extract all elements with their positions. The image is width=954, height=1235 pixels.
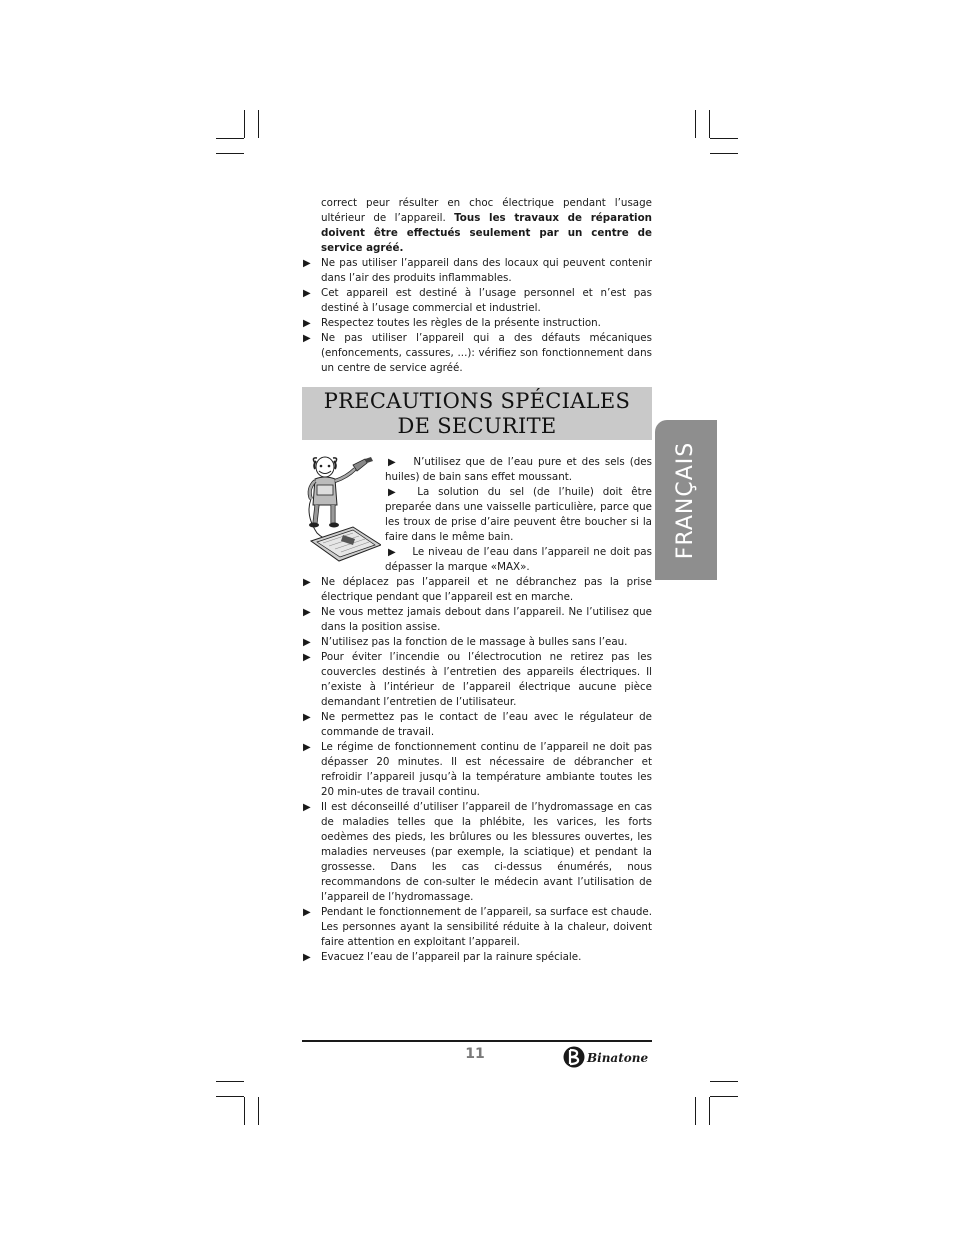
crop-mark xyxy=(695,1097,696,1125)
bullet-arrow-icon: ▶ xyxy=(303,318,311,329)
crop-mark xyxy=(258,1097,259,1125)
brand-name: Binatone xyxy=(587,1051,649,1065)
bullet-arrow-icon: ▶ xyxy=(303,288,311,299)
language-tab-label: FRANÇAIS xyxy=(673,441,699,559)
section-heading xyxy=(302,387,652,440)
bullet-arrow-icon: ▶ xyxy=(303,333,311,344)
bullet-arrow-icon: ▶ xyxy=(303,607,311,618)
list-item: ▶ Pendant le fonctionnement de l’appareil, sa surface est chaude. Les personnes ayant la sensibilité réduite à la chaleur, doivent faire attention en exploitant l’appareil. xyxy=(303,906,652,948)
inline-item: ▶ N’utilisez que de l’eau pure et des sels (des huiles) de bain sans effet moussant. xyxy=(385,456,652,483)
crop-mark xyxy=(216,153,244,154)
list-item: ▶ Pour éviter l’incendie ou l’électrocution ne retirez pas les couvercles destinés à l’entretien des appareils électriques. Il n’existe à l’intérieur de l’appareil électrique aucune pièce demandant l’entretien de l’utilisateur. xyxy=(303,651,652,708)
list-item: ▶ Ne pas utiliser l’appareil dans des locaux qui peuvent contenir dans l’air des produits inflammables. xyxy=(303,257,652,284)
repairman-illustration-icon xyxy=(303,455,381,563)
list-item: ▶ Evacuez l’eau de l’appareil par la rainure spéciale. xyxy=(303,951,582,963)
crop-mark xyxy=(695,110,696,138)
crop-mark xyxy=(710,1081,738,1082)
bullet-arrow-icon: ▶ xyxy=(303,637,311,648)
bullet-arrow-icon: ▶ xyxy=(303,907,311,918)
crop-mark xyxy=(216,138,244,139)
bullet-arrow-icon: ▶ xyxy=(303,577,311,588)
list-item: ▶ Ne pas utiliser l’appareil qui a des défauts mécaniques (enfoncements, cassures, ...): vérifiez son fonctionnement dans un centre de service agréé. xyxy=(303,332,652,374)
intro-paragraph xyxy=(303,196,652,256)
heading-line-2: DE SECURITE xyxy=(397,414,557,438)
bullet-arrow-icon: ▶ xyxy=(303,802,311,813)
crop-mark xyxy=(710,1096,738,1097)
precautions-section xyxy=(303,455,652,965)
crop-mark xyxy=(216,1081,244,1082)
page-number: 11 xyxy=(465,1046,485,1062)
intro-bold-text: Tous les travaux de réparation doivent être effectués seulement par un centre de service agréé. xyxy=(321,212,652,254)
crop-mark xyxy=(216,1096,244,1097)
list-item: ▶ Cet appareil est destiné à l’usage personnel et n’est pas destiné à l’usage commercial et industriel. xyxy=(303,287,652,314)
bullet-arrow-icon: ▶ xyxy=(303,742,311,753)
crop-mark xyxy=(258,110,259,138)
inline-item: ▶ La solution du sel (de l’huile) doit être preparée dans une vaisselle particulière, parce que les troux de prise d’aire peuvent être boucher si la faire dans le même bain. xyxy=(385,486,652,543)
crop-mark xyxy=(710,153,738,154)
binatone-logo-icon xyxy=(563,1045,655,1069)
list-item: ▶ Ne permettez pas le contact de l’eau avec le régulateur de commande de travail. xyxy=(303,711,652,738)
crop-mark xyxy=(709,110,710,138)
list-item: ▶ Ne vous mettez jamais debout dans l’appareil. Ne l’utilisez que dans la position assise. xyxy=(303,606,652,633)
bullet-arrow-icon: ▶ xyxy=(303,258,311,269)
crop-mark xyxy=(244,110,245,138)
bullet-arrow-icon: ▶ xyxy=(303,952,311,963)
crop-mark xyxy=(709,1097,710,1125)
heading-line-1: PRECAUTIONS SPÉCIALES xyxy=(323,389,631,413)
list-item: ▶ N’utilisez pas la fonction de le massage à bulles sans l’eau. xyxy=(303,636,628,648)
list-item: ▶ Le régime de fonctionnement continu de l’appareil ne doit pas dépasser 20 minutes. Il est nécessaire de débrancher et refroidir l’appareil jusqu’à la température ambiante toutes les 20 min-utes de travail continu. xyxy=(303,741,652,798)
top-content xyxy=(303,196,652,376)
list-item: ▶ Ne déplacez pas l’appareil et ne débranchez pas la prise électrique pendant que l’appareil est en marche. xyxy=(303,576,652,603)
bullet-arrow-icon: ▶ xyxy=(303,712,311,723)
crop-mark xyxy=(710,138,738,139)
intro-normal-text: correct peur résulter en choc électrique pendant l’usage ultérieur de l’appareil. xyxy=(321,197,652,224)
footer-divider xyxy=(302,1040,652,1042)
bullet-arrow-icon: ▶ xyxy=(303,652,311,663)
list-item: ▶ Il est déconseillé d’utiliser l’appareil de l’hydromassage en cas de maladies telles que la phlébite, les varices, les forts oedèmes des pieds, les brûlures ou les blessures ouvertes, les maladies nerveuses (par exemple, la sciatique) et pendant la grossesse. Dans les cas ci-dessus énumérés, nous recommandons de con-sulter le médecin avant l’utilisation de l’appareil de l’hydromassage. xyxy=(303,801,652,903)
bullet-arrow-icon: ▶ xyxy=(388,457,398,468)
language-tab xyxy=(655,420,717,580)
inline-item: ▶ Le niveau de l’eau dans l’appareil ne doit pas dépasser la marque «MAX». xyxy=(385,546,652,573)
crop-mark xyxy=(244,1097,245,1125)
list-item: ▶ Respectez toutes les règles de la présente instruction. xyxy=(303,317,601,329)
bullet-arrow-icon: ▶ xyxy=(388,547,397,558)
bullet-arrow-icon: ▶ xyxy=(388,487,402,498)
